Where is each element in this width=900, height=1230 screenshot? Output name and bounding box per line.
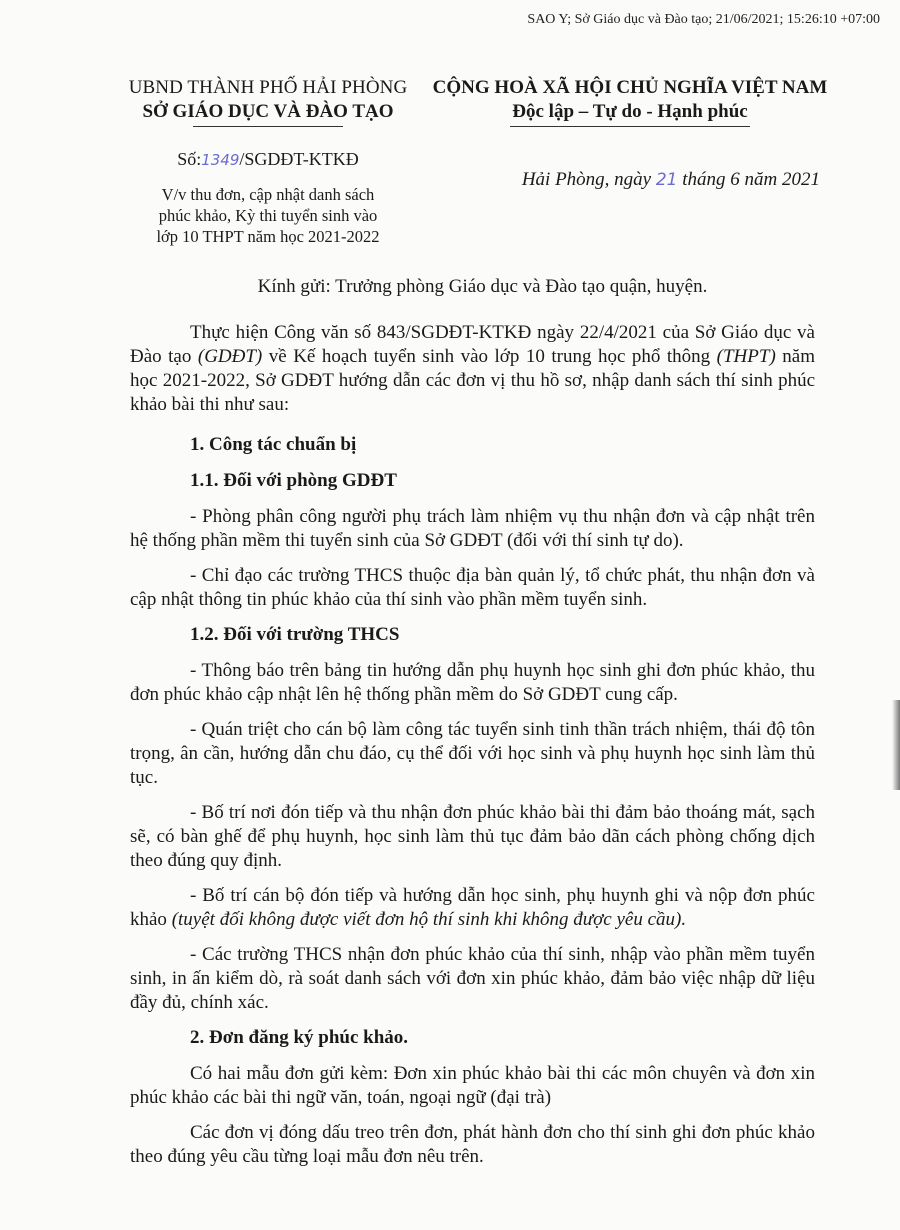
intro-abbrev: (GDĐT) [197, 346, 263, 367]
intro-text: về Kế hoạch tuyển sinh vào lớp 10 trung học phổ thông [262, 346, 717, 367]
digital-signature-stamp: SAO Y; Sở Giáo dục và Đào tạo; 21/06/2021; 15:26:10 +07:00 [527, 12, 880, 27]
national-header [430, 76, 830, 191]
list-item: - Bố trí nơi đón tiếp và thu nhận đơn phúc khảo bài thi đảm bảo thoáng mát, sạch sẽ, có bàn ghế để phụ huynh, học sinh làm thủ tục đảm bảo dãn cách phòng chống dịch theo đúng quy định. [130, 802, 815, 871]
section-1-1-heading: 1.1. Đối với phòng GDĐT [190, 470, 397, 491]
salutation: Kính gửi: Trưởng phòng Giáo dục và Đào tạo quận, huyện. [257, 276, 708, 297]
subject-line: lớp 10 THPT năm học 2021-2022 [156, 227, 380, 246]
parent-organization: UBND THÀNH PHỐ HẢI PHÒNG [128, 77, 408, 98]
list-item [130, 884, 815, 932]
document-number [118, 149, 418, 170]
subject-line: phúc khảo, Kỳ thi tuyển sinh vào [158, 206, 378, 225]
subject-line: V/v thu đơn, cập nhật danh sách [161, 185, 375, 204]
doc-no-handwritten: 1349 [201, 151, 240, 169]
issuer-underline [193, 126, 343, 127]
intro-text: Thực hiện Công văn số 843/SGDĐT-KTKĐ ngày 22/4/2021 của Sở Giáo dục và Đào tạo [130, 322, 815, 367]
list-item-text: - Bố trí cán bộ đón tiếp và hướng dẫn học sinh, phụ huynh ghi và nộp đơn phúc khảo [130, 885, 815, 930]
doc-no-suffix: /SGDĐT-KTKĐ [239, 149, 359, 169]
list-item: - Thông báo trên bảng tin hướng dẫn phụ huynh học sinh ghi đơn phúc khảo, thu đơn phúc khảo cập nhật lên hệ thống phần mềm do Sở GDĐT cung cấp. [130, 660, 815, 705]
list-item-emphasis: (tuyệt đối không được viết đơn hộ thí sinh khi không được yêu cầu). [171, 909, 687, 930]
list-item: - Phòng phân công người phụ trách làm nhiệm vụ thu nhận đơn và cập nhật trên hệ thống phần mềm thi tuyển sinh của Sở GDĐT (đối với thí sinh tự do). [130, 506, 815, 551]
date-day-handwritten: 21 [655, 170, 678, 190]
body-paragraph: Các đơn vị đóng dấu treo trên đơn, phát hành đơn cho thí sinh ghi đơn phúc khảo theo đúng yêu cầu từng loại mẫu đơn nêu trên. [130, 1122, 815, 1167]
doc-no-prefix: Số: [177, 149, 202, 169]
motto-underline [510, 126, 750, 127]
issuer-block [118, 76, 418, 247]
document-body [130, 275, 815, 1180]
issue-date [430, 169, 830, 191]
issuing-organization: SỞ GIÁO DỤC VÀ ĐÀO TẠO [142, 101, 394, 122]
page-edge-shadow [892, 700, 900, 790]
national-motto: Độc lập – Tự do - Hạnh phúc [512, 101, 748, 122]
list-item: - Quán triệt cho cán bộ làm công tác tuyển sinh tinh thần trách nhiệm, thái độ tôn trọng, ân cần, hướng dẫn chu đáo, cụ thể đối với học sinh và phụ huynh học sinh làm thủ tục. [130, 719, 815, 788]
list-item: - Các trường THCS nhận đơn phúc khảo của thí sinh, nhập vào phần mềm tuyển sinh, in ấn kiểm dò, rà soát danh sách với đơn xin phúc khảo, đảm bảo việc nhập dữ liệu đầy đủ, chính xác. [130, 944, 815, 1013]
date-prefix: Hải Phòng, ngày [521, 169, 652, 190]
nation-title: CỘNG HOÀ XÃ HỘI CHỦ NGHĨA VIỆT NAM [432, 77, 828, 98]
section-1-2-heading: 1.2. Đối với trường THCS [190, 624, 400, 645]
intro-text: năm học 2021-2022, Sở GDĐT hướng dẫn các đơn vị thu hồ sơ, nhập danh sách thí sinh phúc khảo bài thi như sau: [130, 346, 815, 415]
intro-paragraph [130, 321, 815, 417]
intro-abbrev: (THPT) [716, 346, 776, 367]
section-1-heading: 1. Công tác chuẩn bị [190, 434, 357, 455]
document-subject [118, 184, 418, 247]
body-paragraph: Có hai mẫu đơn gửi kèm: Đơn xin phúc khảo bài thi các môn chuyên và đơn xin phúc khảo các bài thi ngữ văn, toán, ngoại ngữ (đại trà) [130, 1063, 815, 1108]
date-suffix: tháng 6 năm 2021 [682, 169, 820, 190]
section-2-heading: 2. Đơn đăng ký phúc khảo. [190, 1027, 409, 1048]
list-item: - Chỉ đạo các trường THCS thuộc địa bàn quản lý, tổ chức phát, thu nhận đơn và cập nhật thông tin phúc khảo của thí sinh vào phần mềm tuyển sinh. [130, 565, 815, 610]
